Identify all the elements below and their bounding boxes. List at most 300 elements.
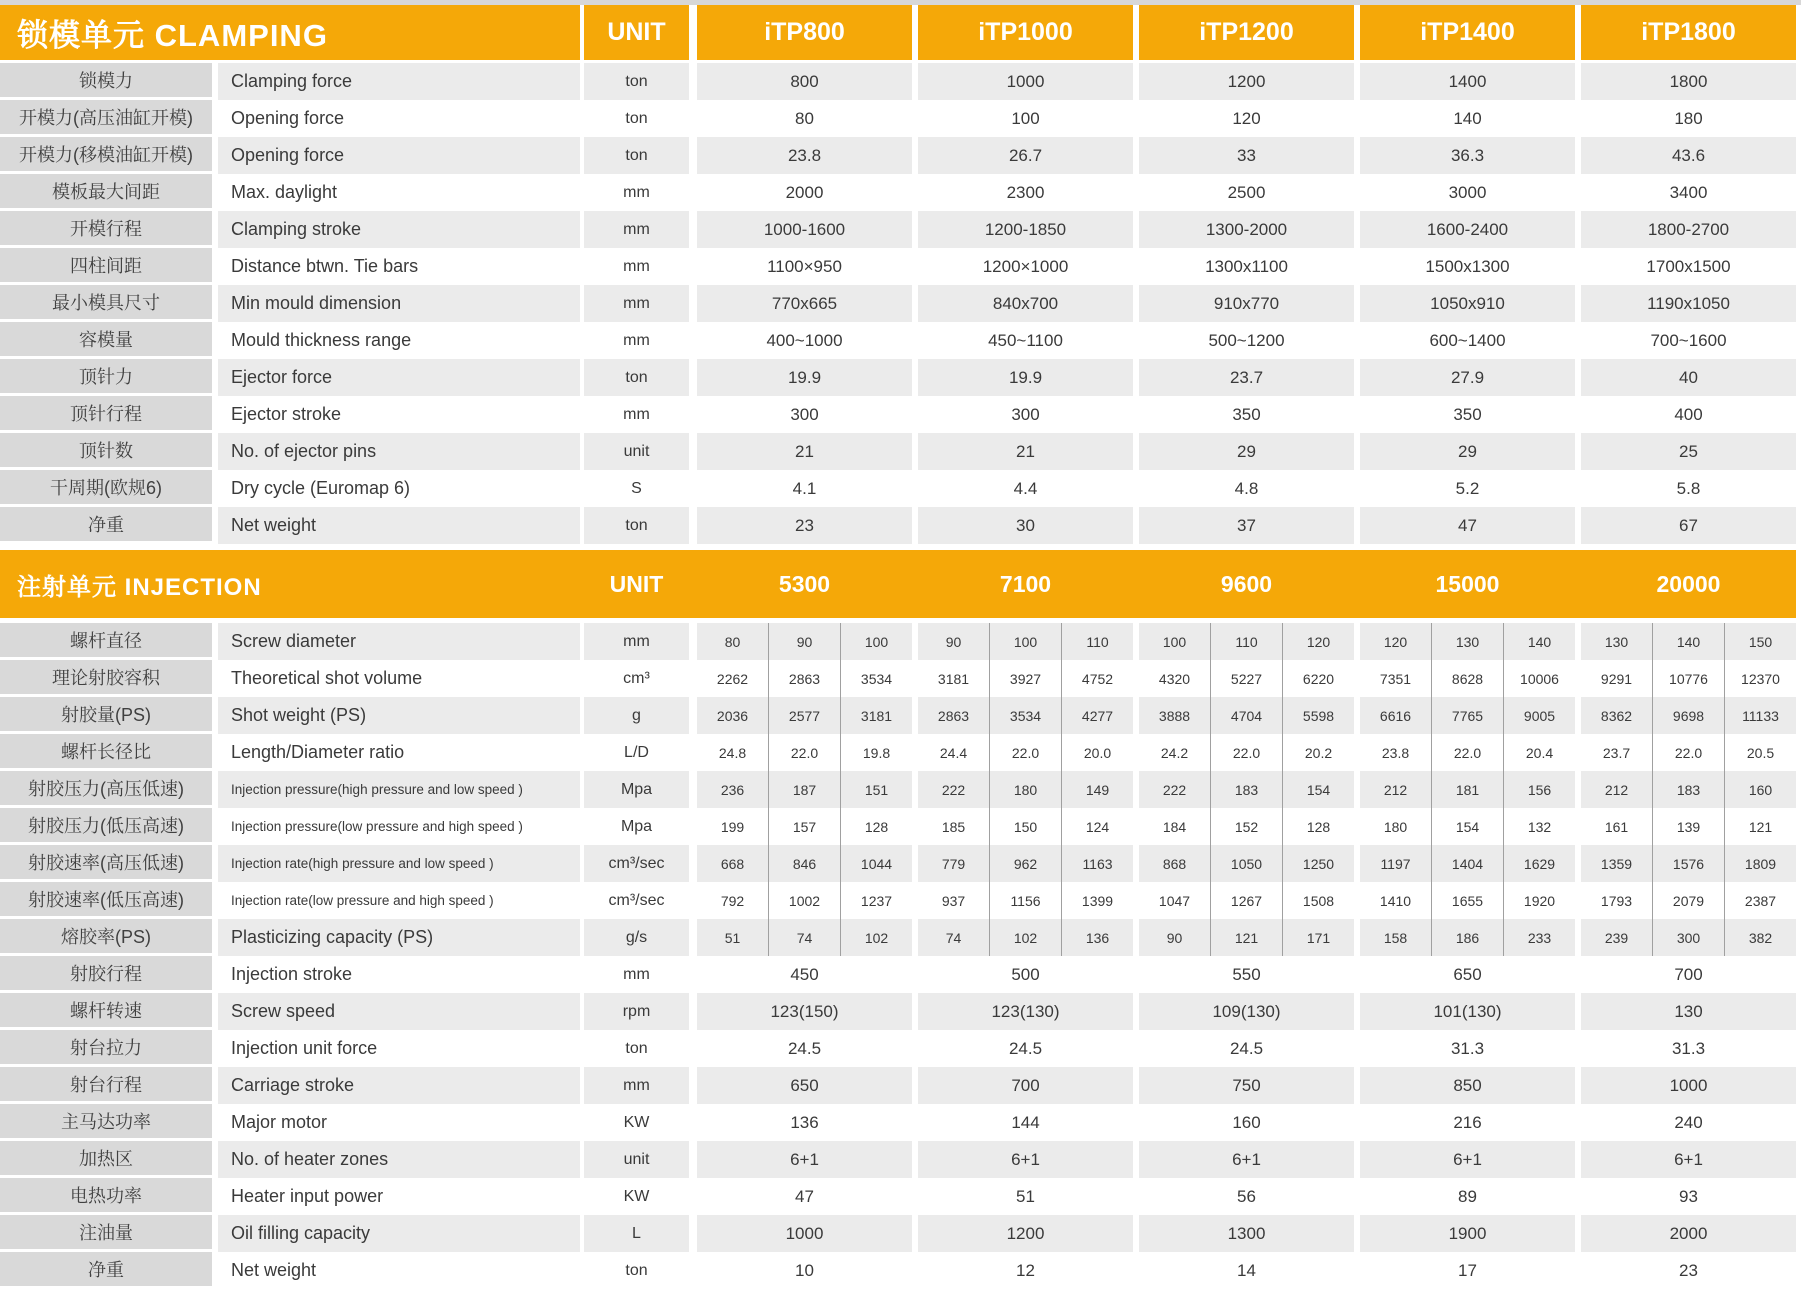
value-cell: 36.3: [1360, 137, 1575, 174]
value-cell: 154: [1282, 771, 1354, 808]
row-unit: L/D: [584, 734, 689, 771]
value-group: [918, 882, 1133, 919]
value-cell: 1700x1500: [1581, 248, 1796, 285]
value-group: [697, 808, 912, 845]
value-cell: 121: [1210, 919, 1282, 956]
value-cell: 152: [1210, 808, 1282, 845]
value-cell: 2262: [716, 670, 749, 687]
value-cell: 47: [1360, 507, 1575, 544]
value-group: [1581, 919, 1796, 956]
value-cell: 74: [945, 929, 962, 946]
value-cell: 23.7: [1139, 359, 1354, 396]
row-label-cn: 净重: [0, 1252, 212, 1289]
value-group: [697, 771, 912, 808]
row-label-cn: 射胶压力(低压高速): [0, 808, 212, 845]
value-cell: 180: [1383, 818, 1408, 835]
value-group: [1360, 623, 1575, 660]
value-cell: 33: [1139, 137, 1354, 174]
value-cell: 1200: [1139, 63, 1354, 100]
value-group: [918, 623, 1133, 660]
value-cell: 19.9: [697, 359, 912, 396]
value-group: [697, 697, 912, 734]
value-cell: 4.1: [697, 470, 912, 507]
value-cell: 1267: [1210, 882, 1282, 919]
row-label-cn: 干周期(欧规6): [0, 470, 212, 507]
injection-row: [0, 1215, 1801, 1252]
injection-row: [0, 845, 1801, 882]
injection-unit-header-20000: 20000: [1656, 570, 1721, 597]
value-cell: 700: [918, 1067, 1133, 1104]
row-label-en: Injection stroke: [218, 956, 580, 993]
value-cell: 140: [1360, 100, 1575, 137]
clamping-row: [0, 507, 1801, 544]
value-cell: 24.8: [718, 744, 747, 761]
row-label-cn: 顶针力: [0, 359, 212, 396]
value-cell: 1197: [1380, 855, 1411, 872]
value-cell: 80: [724, 633, 741, 650]
row-unit: cm³/sec: [584, 882, 689, 919]
row-unit: Mpa: [584, 808, 689, 845]
row-unit: cm³/sec: [584, 845, 689, 882]
injection-row: [0, 1104, 1801, 1141]
row-unit: KW: [584, 1178, 689, 1215]
value-cell: 400: [1581, 396, 1796, 433]
value-cell: 2863: [937, 707, 970, 724]
value-cell: 1809: [1724, 845, 1796, 882]
value-cell: 2000: [697, 174, 912, 211]
injection-header-band: [0, 550, 1796, 618]
row-label-cn: 熔胶率(PS): [0, 919, 212, 956]
value-cell: 300: [697, 396, 912, 433]
value-cell: 24.5: [918, 1030, 1133, 1067]
injection-section-title: 注射单元 INJECTION: [17, 573, 262, 601]
injection-unit-header-7100: 7100: [999, 570, 1052, 597]
value-cell: 650: [1360, 956, 1575, 993]
value-cell: 779: [941, 855, 966, 872]
value-cell: 120: [1383, 633, 1408, 650]
value-cell: 4320: [1158, 670, 1191, 687]
value-cell: 2300: [918, 174, 1133, 211]
row-label-en: Screw diameter: [218, 623, 580, 660]
value-cell: 3400: [1581, 174, 1796, 211]
value-cell: 26.7: [918, 137, 1133, 174]
value-group: [1139, 919, 1354, 956]
value-cell: 20.0: [1061, 734, 1133, 771]
row-unit: Mpa: [584, 771, 689, 808]
row-unit: ton: [584, 507, 689, 544]
value-cell: 1002: [768, 882, 840, 919]
value-cell: 6+1: [1360, 1141, 1575, 1178]
row-label-cn: 四柱间距: [0, 248, 212, 285]
row-label-en: No. of heater zones: [218, 1141, 580, 1178]
value-cell: 1300: [1139, 1215, 1354, 1252]
value-cell: 1629: [1503, 845, 1575, 882]
value-cell: 24.5: [1139, 1030, 1354, 1067]
row-label-en: Opening force: [218, 100, 580, 137]
row-unit: L: [584, 1215, 689, 1252]
value-cell: 4704: [1210, 697, 1282, 734]
value-cell: 1237: [840, 882, 912, 919]
injection-unit-header-15000: 15000: [1435, 570, 1500, 597]
value-cell: 1000: [697, 1215, 912, 1252]
value-group: [1139, 697, 1354, 734]
value-cell: 37: [1139, 507, 1354, 544]
row-label-cn: 射台行程: [0, 1067, 212, 1104]
value-cell: 100: [1162, 633, 1187, 650]
row-unit: ton: [584, 359, 689, 396]
row-label-en: Max. daylight: [218, 174, 580, 211]
value-cell: 3534: [840, 660, 912, 697]
injection-row: [0, 919, 1801, 956]
value-cell: 1163: [1061, 845, 1133, 882]
value-group: [918, 660, 1133, 697]
value-cell: 3534: [989, 697, 1061, 734]
value-cell: 8362: [1600, 707, 1633, 724]
value-cell: 212: [1383, 781, 1408, 798]
row-label-en: Net weight: [218, 507, 580, 544]
value-cell: 183: [1210, 771, 1282, 808]
value-cell: 100: [918, 100, 1133, 137]
value-cell: 550: [1139, 956, 1354, 993]
value-cell: 500: [918, 956, 1133, 993]
value-cell: 4.8: [1139, 470, 1354, 507]
value-cell: 183: [1652, 771, 1724, 808]
clamping-row: [0, 174, 1801, 211]
value-cell: 1655: [1431, 882, 1503, 919]
row-label-cn: 理论射胶容积: [0, 660, 212, 697]
injection-unit-column-header: UNIT: [609, 570, 664, 597]
value-cell: 144: [918, 1104, 1133, 1141]
unit-column-header: UNIT: [584, 5, 689, 60]
row-label-cn: 模板最大间距: [0, 174, 212, 211]
value-cell: 6+1: [1581, 1141, 1796, 1178]
value-group: [697, 623, 912, 660]
row-label-cn: 最小模具尺寸: [0, 285, 212, 322]
value-cell: 22.0: [989, 734, 1061, 771]
value-cell: 1600-2400: [1360, 211, 1575, 248]
value-cell: 9291: [1600, 670, 1633, 687]
value-cell: 1000: [1581, 1067, 1796, 1104]
value-cell: 185: [941, 818, 966, 835]
value-cell: 236: [720, 781, 745, 798]
value-cell: 1404: [1431, 845, 1503, 882]
value-cell: 1250: [1282, 845, 1354, 882]
value-cell: 20.5: [1724, 734, 1796, 771]
value-cell: 130: [1604, 633, 1629, 650]
value-cell: 14: [1139, 1252, 1354, 1289]
value-cell: 240: [1581, 1104, 1796, 1141]
row-label-cn: 主马达功率: [0, 1104, 212, 1141]
value-group: [697, 845, 912, 882]
value-cell: 1100×950: [697, 248, 912, 285]
value-cell: 3000: [1360, 174, 1575, 211]
value-cell: 1050x910: [1360, 285, 1575, 322]
value-cell: 600~1400: [1360, 322, 1575, 359]
value-cell: 110: [1210, 623, 1282, 660]
value-cell: 23.8: [1381, 744, 1410, 761]
row-label-en: Plasticizing capacity (PS): [218, 919, 580, 956]
value-cell: 1000-1600: [697, 211, 912, 248]
value-group: [1581, 660, 1796, 697]
value-cell: 2500: [1139, 174, 1354, 211]
clamping-row: [0, 63, 1801, 100]
value-cell: 350: [1360, 396, 1575, 433]
value-cell: 90: [945, 633, 962, 650]
value-cell: 140: [1652, 623, 1724, 660]
clamping-row: [0, 211, 1801, 248]
value-cell: 120: [1282, 623, 1354, 660]
value-cell: 300: [918, 396, 1133, 433]
value-cell: 1576: [1652, 845, 1724, 882]
value-cell: 4277: [1061, 697, 1133, 734]
value-group: [1139, 734, 1354, 771]
value-cell: 937: [941, 892, 966, 909]
row-unit: g/s: [584, 919, 689, 956]
value-cell: 9698: [1652, 697, 1724, 734]
row-label-en: Clamping stroke: [218, 211, 580, 248]
value-cell: 24.4: [939, 744, 968, 761]
value-cell: 1500x1300: [1360, 248, 1575, 285]
machine-header-itp800: iTP800: [697, 5, 912, 60]
value-cell: 51: [724, 929, 741, 946]
value-cell: 121: [1724, 808, 1796, 845]
value-cell: 24.2: [1160, 744, 1189, 761]
value-cell: 1410: [1379, 892, 1412, 909]
value-cell: 1200-1850: [918, 211, 1133, 248]
value-cell: 500~1200: [1139, 322, 1354, 359]
row-unit: S: [584, 470, 689, 507]
row-label-en: No. of ejector pins: [218, 433, 580, 470]
value-cell: 7351: [1379, 670, 1412, 687]
row-label-cn: 螺杆直径: [0, 623, 212, 660]
row-label-cn: 电热功率: [0, 1178, 212, 1215]
row-label-en: Net weight: [218, 1252, 580, 1289]
value-cell: 140: [1503, 623, 1575, 660]
injection-unit-header-5300: 5300: [778, 570, 831, 597]
value-cell: 19.8: [840, 734, 912, 771]
clamping-row: [0, 248, 1801, 285]
value-cell: 136: [1061, 919, 1133, 956]
value-cell: 150: [989, 808, 1061, 845]
value-cell: 101(130): [1360, 993, 1575, 1030]
value-cell: 800: [697, 63, 912, 100]
row-label-en: Injection pressure(low pressure and high speed ): [218, 808, 580, 845]
machine-header-itp1000: iTP1000: [918, 5, 1133, 60]
value-group: [1581, 808, 1796, 845]
row-label-cn: 顶针行程: [0, 396, 212, 433]
value-cell: 89: [1360, 1178, 1575, 1215]
value-group: [697, 919, 912, 956]
value-group: [697, 734, 912, 771]
value-cell: 24.5: [697, 1030, 912, 1067]
clamping-section-title: 锁模单元 CLAMPING: [0, 5, 580, 60]
row-label-cn: 射胶速率(高压低速): [0, 845, 212, 882]
row-unit: mm: [584, 322, 689, 359]
row-label-en: Ejector stroke: [218, 396, 580, 433]
row-label-en: Opening force: [218, 137, 580, 174]
value-cell: 130: [1431, 623, 1503, 660]
row-unit: rpm: [584, 993, 689, 1030]
value-group: [918, 771, 1133, 808]
value-cell: 109(130): [1139, 993, 1354, 1030]
value-cell: 20.2: [1282, 734, 1354, 771]
value-cell: 5598: [1282, 697, 1354, 734]
value-cell: 216: [1360, 1104, 1575, 1141]
value-cell: 132: [1503, 808, 1575, 845]
value-cell: 31.3: [1581, 1030, 1796, 1067]
row-label-cn: 射胶速率(低压高速): [0, 882, 212, 919]
injection-row: [0, 734, 1801, 771]
row-label-cn: 开模力(高压油缸开模): [0, 100, 212, 137]
value-cell: 1800-2700: [1581, 211, 1796, 248]
row-label-en: Screw speed: [218, 993, 580, 1030]
value-cell: 31.3: [1360, 1030, 1575, 1067]
value-cell: 2036: [716, 707, 749, 724]
row-label-cn: 射胶量(PS): [0, 697, 212, 734]
row-unit: ton: [584, 137, 689, 174]
value-cell: 22.0: [1210, 734, 1282, 771]
row-label-en: Length/Diameter ratio: [218, 734, 580, 771]
value-cell: 650: [697, 1067, 912, 1104]
value-cell: 10006: [1503, 660, 1575, 697]
value-cell: 1200×1000: [918, 248, 1133, 285]
value-cell: 1508: [1282, 882, 1354, 919]
injection-unit-header-9600: 9600: [1220, 570, 1273, 597]
value-cell: 128: [840, 808, 912, 845]
row-label-en: Shot weight (PS): [218, 697, 580, 734]
value-group: [1581, 697, 1796, 734]
clamping-row: [0, 396, 1801, 433]
row-label-en: Distance btwn. Tie bars: [218, 248, 580, 285]
value-cell: 156: [1503, 771, 1575, 808]
row-label-cn: 锁模力: [0, 63, 212, 100]
value-cell: 22.0: [1431, 734, 1503, 771]
row-label-en: Mould thickness range: [218, 322, 580, 359]
value-group: [1139, 623, 1354, 660]
injection-row: [0, 993, 1801, 1030]
value-cell: 350: [1139, 396, 1354, 433]
row-label-en: Ejector force: [218, 359, 580, 396]
injection-row: [0, 1141, 1801, 1178]
value-group: [1139, 808, 1354, 845]
row-label-cn: 射胶行程: [0, 956, 212, 993]
value-cell: 47: [697, 1178, 912, 1215]
value-cell: 23.7: [1602, 744, 1631, 761]
value-cell: 3181: [937, 670, 970, 687]
value-cell: 136: [697, 1104, 912, 1141]
value-cell: 10776: [1652, 660, 1724, 697]
injection-row: [0, 697, 1801, 734]
row-unit: cm³: [584, 660, 689, 697]
value-cell: 6+1: [918, 1141, 1133, 1178]
value-cell: 120: [1139, 100, 1354, 137]
value-group: [918, 697, 1133, 734]
value-group: [1360, 771, 1575, 808]
value-cell: 102: [840, 919, 912, 956]
value-cell: 3927: [989, 660, 1061, 697]
value-cell: 158: [1383, 929, 1408, 946]
value-group: [1360, 845, 1575, 882]
value-cell: 21: [697, 433, 912, 470]
value-cell: 233: [1503, 919, 1575, 956]
value-cell: 770x665: [697, 285, 912, 322]
value-cell: 2000: [1581, 1215, 1796, 1252]
row-unit: mm: [584, 1067, 689, 1104]
value-cell: 12: [918, 1252, 1133, 1289]
value-cell: 1399: [1061, 882, 1133, 919]
value-cell: 400~1000: [697, 322, 912, 359]
injection-row: [0, 771, 1801, 808]
value-group: [918, 734, 1133, 771]
value-cell: 199: [720, 818, 745, 835]
machine-header-itp1800: iTP1800: [1581, 5, 1796, 60]
value-cell: 239: [1604, 929, 1629, 946]
value-cell: 29: [1360, 433, 1575, 470]
row-unit: unit: [584, 1141, 689, 1178]
injection-row: [0, 660, 1801, 697]
value-cell: 171: [1282, 919, 1354, 956]
value-group: [1360, 697, 1575, 734]
row-label-cn: 顶针数: [0, 433, 212, 470]
value-cell: 29: [1139, 433, 1354, 470]
value-group: [918, 808, 1133, 845]
row-unit: mm: [584, 285, 689, 322]
value-cell: 2079: [1652, 882, 1724, 919]
clamping-row: [0, 100, 1801, 137]
value-group: [1581, 623, 1796, 660]
value-cell: 67: [1581, 507, 1796, 544]
injection-row: [0, 1067, 1801, 1104]
value-cell: 1920: [1503, 882, 1575, 919]
value-cell: 1359: [1600, 855, 1633, 872]
value-cell: 6+1: [1139, 1141, 1354, 1178]
value-cell: 74: [768, 919, 840, 956]
value-cell: 1800: [1581, 63, 1796, 100]
value-cell: 90: [1166, 929, 1183, 946]
value-group: [1360, 808, 1575, 845]
value-cell: 850: [1360, 1067, 1575, 1104]
clamping-row: [0, 433, 1801, 470]
injection-row: [0, 882, 1801, 919]
row-label-cn: 螺杆转速: [0, 993, 212, 1030]
value-cell: 846: [768, 845, 840, 882]
value-cell: 27.9: [1360, 359, 1575, 396]
row-unit: mm: [584, 623, 689, 660]
value-cell: 90: [768, 623, 840, 660]
injection-row: [0, 1252, 1801, 1289]
row-unit: g: [584, 697, 689, 734]
row-label-en: Clamping force: [218, 63, 580, 100]
row-unit: ton: [584, 1252, 689, 1289]
row-label-en: Dry cycle (Euromap 6): [218, 470, 580, 507]
row-label-cn: 注油量: [0, 1215, 212, 1252]
value-group: [1360, 882, 1575, 919]
row-label-cn: 开模力(移模油缸开模): [0, 137, 212, 174]
value-cell: 300: [1652, 919, 1724, 956]
value-cell: 668: [720, 855, 745, 872]
value-cell: 160: [1139, 1104, 1354, 1141]
row-label-cn: 螺杆长径比: [0, 734, 212, 771]
value-cell: 128: [1282, 808, 1354, 845]
value-cell: 187: [768, 771, 840, 808]
value-cell: 6616: [1379, 707, 1412, 724]
value-cell: 12370: [1724, 660, 1796, 697]
value-cell: 149: [1061, 771, 1133, 808]
value-cell: 180: [1581, 100, 1796, 137]
value-cell: 80: [697, 100, 912, 137]
row-label-en: Heater input power: [218, 1178, 580, 1215]
value-cell: 110: [1061, 623, 1133, 660]
